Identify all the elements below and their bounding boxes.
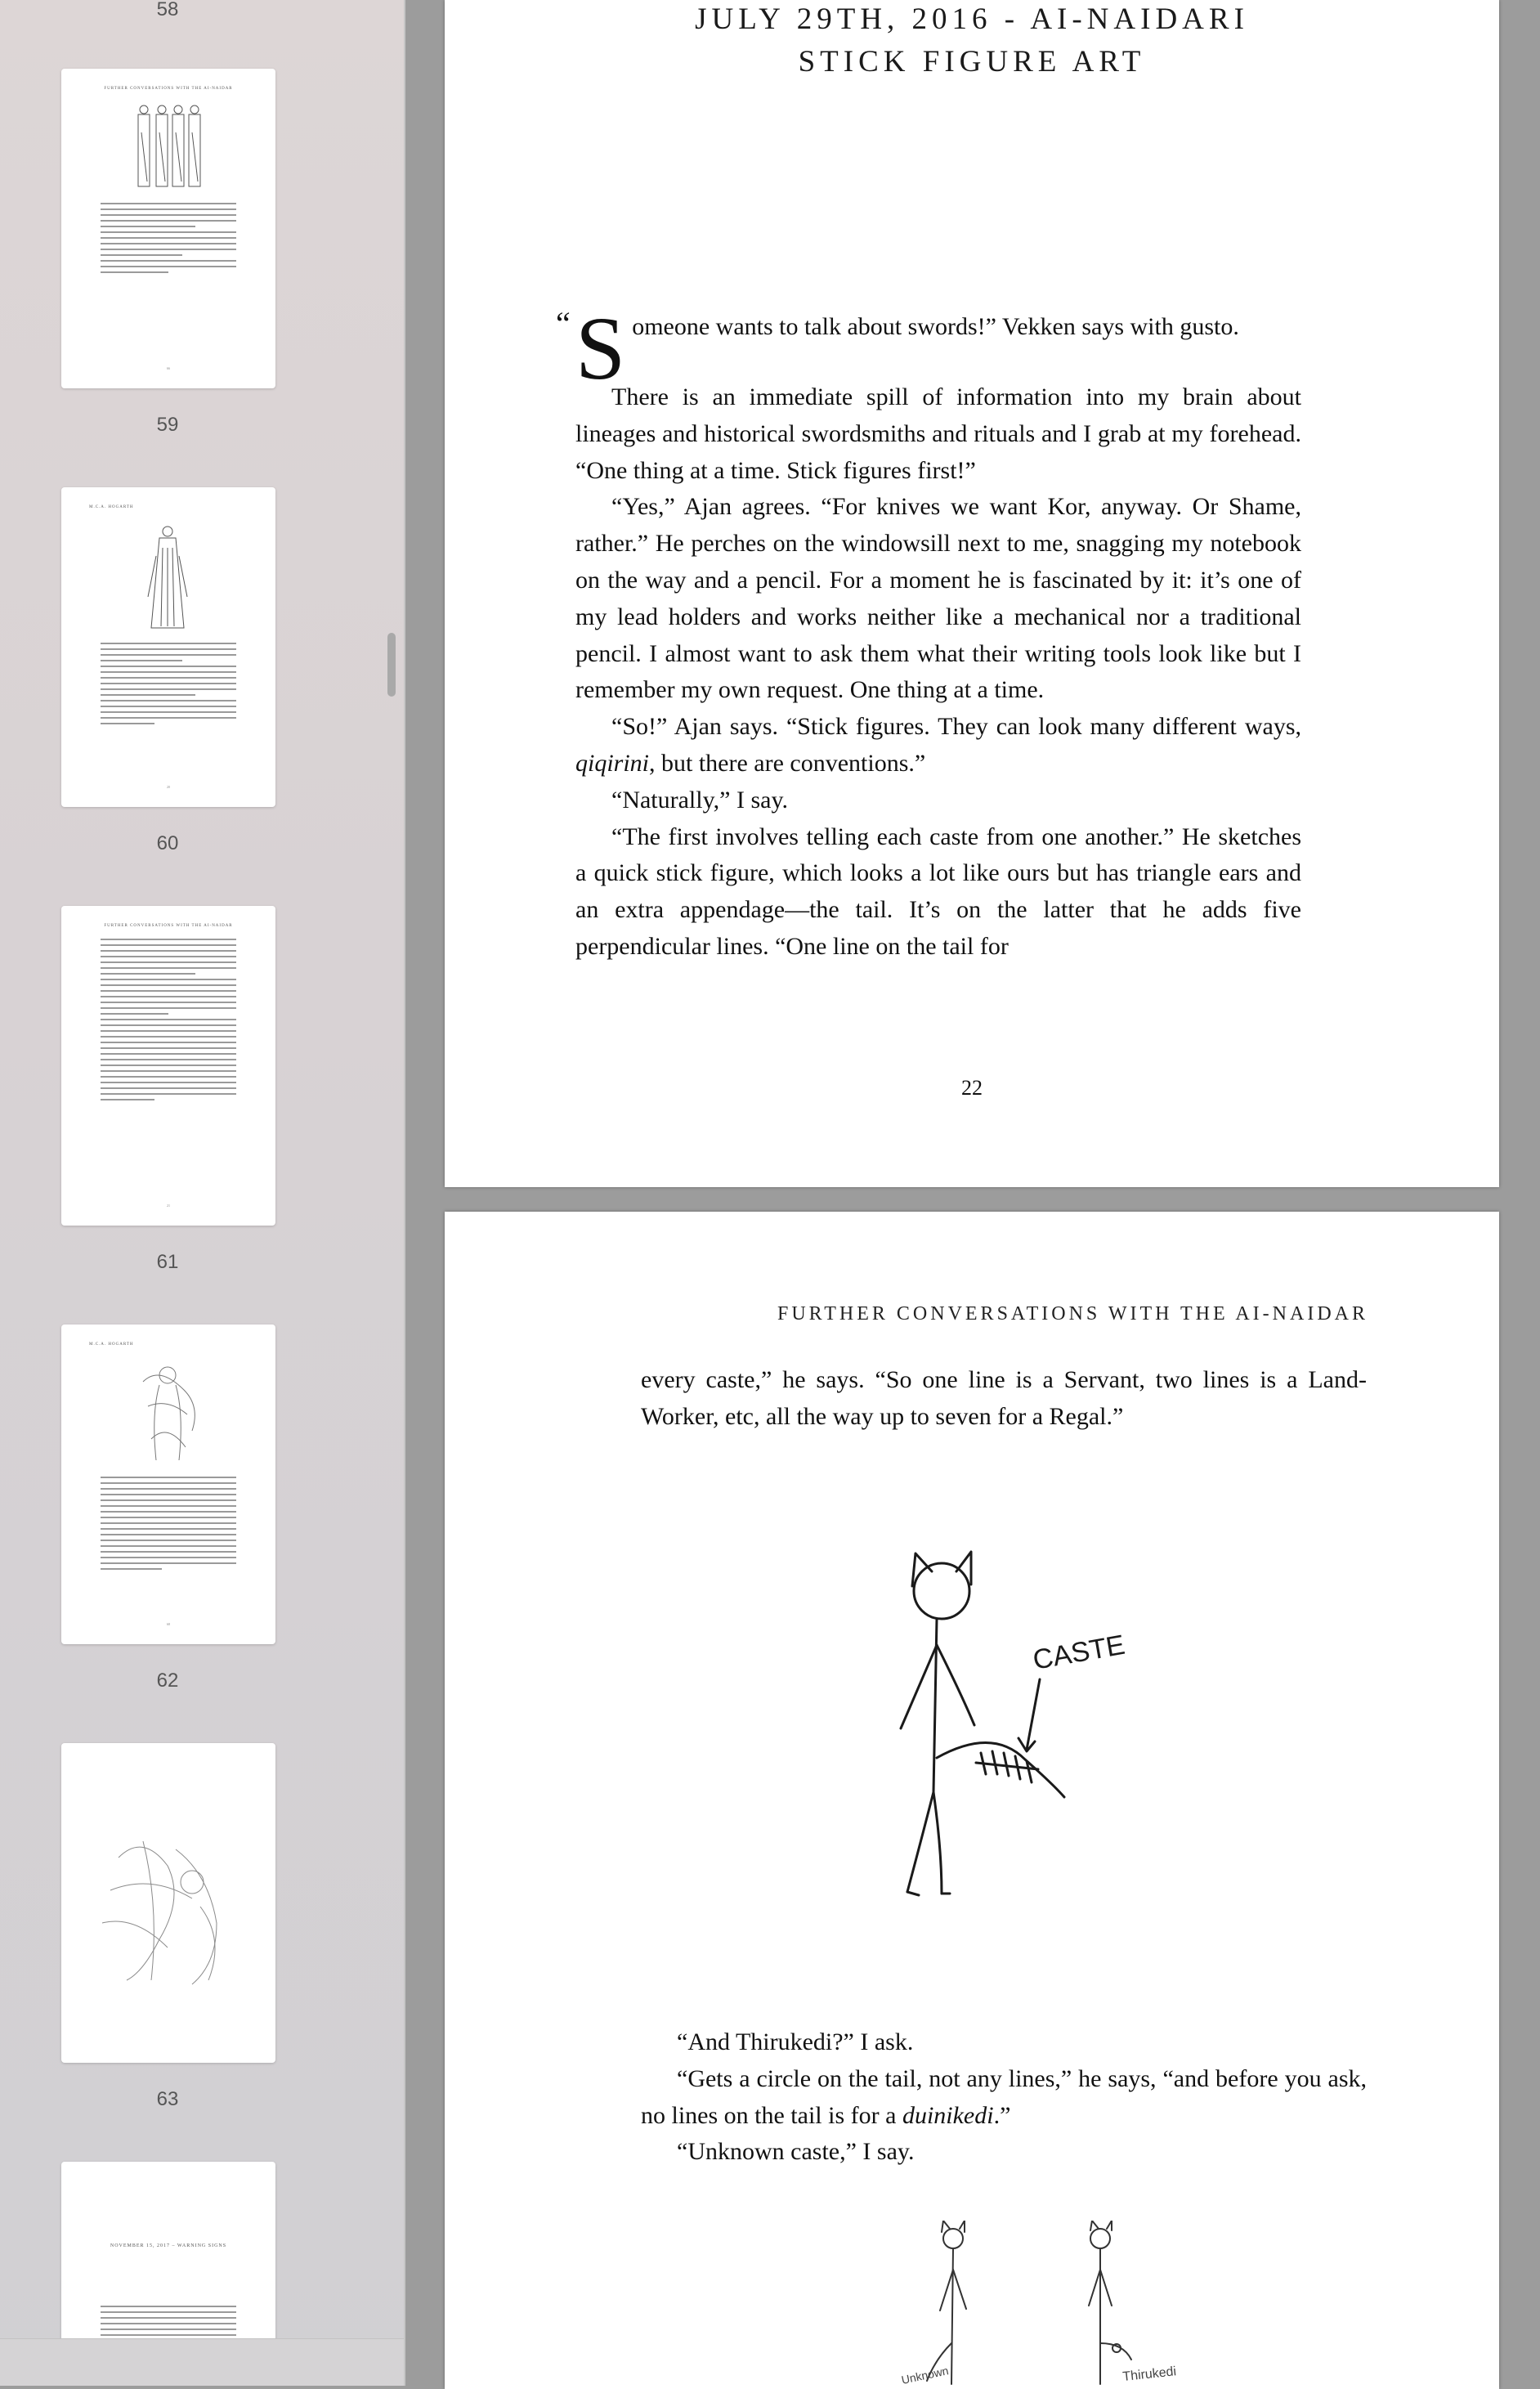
- thumbnail-sidebar[interactable]: [0, 0, 405, 2386]
- document-view[interactable]: [405, 0, 1540, 2386]
- italic-term: qiqirini: [575, 749, 650, 777]
- paragraph: “Unknown caste,” I say.: [677, 2138, 915, 2166]
- thumbnail-text-lines: [101, 643, 236, 728]
- thumbnail-page-number: 63: [156, 2088, 179, 2110]
- thumbnail-sketch-illustration: [94, 1825, 241, 1988]
- thumbnail-text-lines: [101, 1477, 236, 1574]
- thumbnail-text-lines: [101, 939, 236, 1105]
- stick-figure-caste-drawing: [837, 1539, 1180, 1980]
- paragraph: [575, 709, 1301, 782]
- chapter-title-line2: STICK FIGURE ART: [798, 45, 1146, 78]
- thumbnail-page-number: 62: [156, 1670, 179, 1692]
- page-thumbnail-63[interactable]: [61, 1743, 275, 2063]
- paragraph-text: , but there are conventions.”: [649, 749, 926, 777]
- chapter-title-line1: JULY 29TH, 2016 - AI-NAIDARI: [695, 2, 1249, 36]
- page-body-text-continued: [641, 2024, 1367, 2171]
- paragraph: “Yes,” Ajan agrees. “For knives we want Kor, anyway. Or Shame, rather.” He perches on the windowsill next to me, snagging my notebook on the way and a pencil. For a moment he is fascinated by it: it’s one of my lead holders and works neither like a mechanical nor a traditional pencil. I almost want to ask them what their writing tools look like but I remember my own request. One thing at a time.: [575, 493, 1301, 704]
- paragraph-text: omeone wants to talk about swords!” Vekken says with gusto.: [632, 313, 1239, 340]
- opening-quote-mark: “: [556, 305, 571, 342]
- paragraph: [556, 298, 1301, 398]
- thumbnail-text-lines: [101, 2306, 236, 2340]
- thumbnail-folio: 20: [167, 785, 170, 789]
- thumbnail-folio: 21: [167, 1203, 170, 1208]
- unknown-label: Unknown: [900, 2364, 950, 2387]
- paragraph: There is an immediate spill of information into my brain about lineages and historical swordsmiths and rituals and I grab at my forehead. “One thing at a time. Stick figures first!”: [575, 383, 1301, 484]
- thumbnail-page-number: 58: [156, 0, 179, 20]
- page-thumbnail-62[interactable]: [61, 1324, 275, 1644]
- italic-term: duinikedi: [902, 2101, 994, 2129]
- thumbnail-figure-illustration: [127, 100, 208, 190]
- thumbnail-text-lines: [101, 203, 236, 277]
- thumbnail-header: M.C.A. HOGARTH: [89, 505, 134, 509]
- sidebar-scrollbar-thumb[interactable]: [387, 633, 396, 697]
- thumbnail-figure-illustration: [127, 523, 208, 631]
- page-thumbnail-59[interactable]: [61, 69, 275, 388]
- paragraph: “Naturally,” I say.: [611, 786, 789, 814]
- thumbnail-page-number: 60: [156, 832, 179, 854]
- stick-figure-tail-comparison-drawing: [886, 2221, 1229, 2389]
- page-body-text: [641, 1362, 1367, 1436]
- thirukedi-label: Thirukedi: [1121, 2364, 1177, 2384]
- page-body-text: [556, 298, 1301, 966]
- page-thumbnail-61[interactable]: [61, 906, 275, 1226]
- thumbnail-page-number: 61: [156, 1251, 179, 1273]
- sidebar-bottom-bar: [0, 2338, 404, 2386]
- thumbnail-figure-illustration: [127, 1357, 208, 1465]
- thumbnail-header: M.C.A. HOGARTH: [89, 1342, 134, 1347]
- paragraph: “The first involves telling each caste from one another.” He sketches a quick stick figure, which looks a lot like ours but has triangle ears and an extra appendage—the tail. It’s on the latter that he adds five perpendicular lines. “One line on the tail for: [575, 822, 1301, 960]
- thumbnail-header: NOVEMBER 15, 2017 – WARNING SIGNS: [110, 2243, 227, 2248]
- document-page-22: [445, 0, 1499, 1187]
- caste-label: CASTE: [1030, 1629, 1128, 1676]
- paragraph: [641, 2061, 1367, 2135]
- paragraph-text: .”: [993, 2101, 1011, 2129]
- paragraph: “And Thirukedi?” I ask.: [677, 2028, 914, 2055]
- thumbnail-page-number: 59: [156, 414, 179, 436]
- running-head: FURTHER CONVERSATIONS WITH THE AI-NAIDAR: [777, 1303, 1368, 1324]
- paragraph-text: “Gets a circle on the tail, not any lines,” he says, “and before you ask, no lines on the tail is for a: [641, 2064, 1367, 2129]
- page-folio: 22: [961, 1076, 983, 1100]
- drop-cap: S: [575, 298, 626, 398]
- document-page-23: [445, 1212, 1499, 2389]
- thumbnail-folio: 66: [167, 366, 170, 370]
- thumbnail-folio: 68: [167, 1622, 170, 1626]
- paragraph-text: “So!” Ajan says. “Stick figures. They can look many different ways,: [611, 713, 1301, 741]
- thumbnail-header: FURTHER CONVERSATIONS WITH THE AI-NAIDAR: [104, 87, 233, 91]
- paragraph: every caste,” he says. “So one line is a Servant, two lines is a Land-Worker, etc, all the way up to seven for a Regal.”: [641, 1366, 1367, 1430]
- page-thumbnail-60[interactable]: [61, 487, 275, 807]
- thumbnail-header: FURTHER CONVERSATIONS WITH THE AI-NAIDAR: [104, 924, 233, 928]
